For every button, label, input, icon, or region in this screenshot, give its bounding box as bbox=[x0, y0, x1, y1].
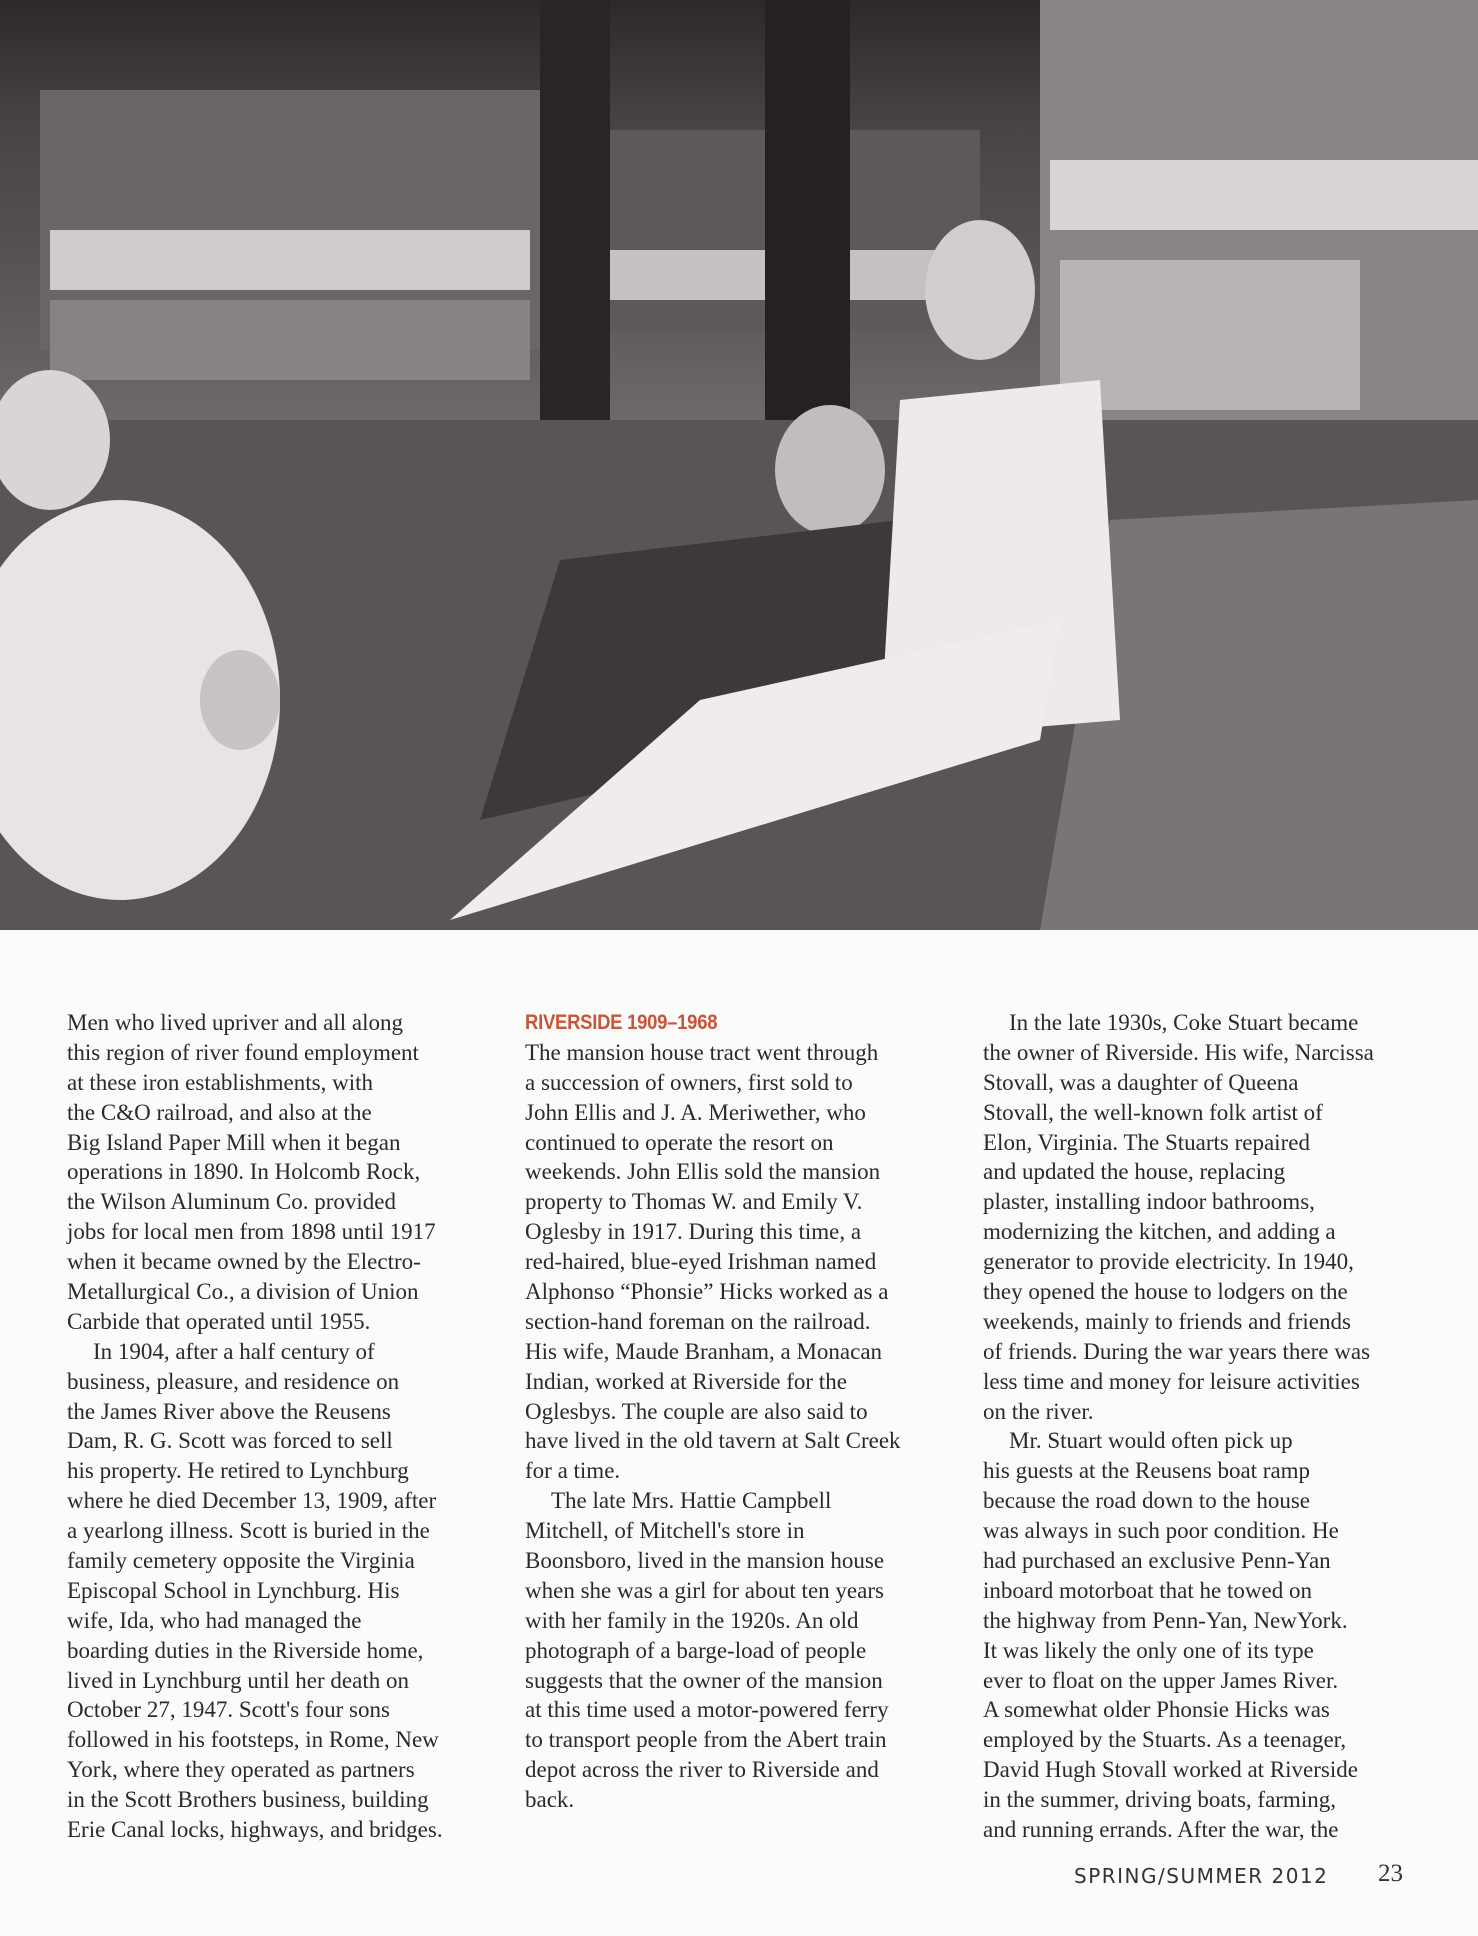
article-column-3 bbox=[983, 1008, 1433, 1845]
text-line: Metallurgical Co., a division of Union bbox=[67, 1279, 419, 1305]
text-line: lived in Lynchburg until her death on bbox=[67, 1667, 409, 1693]
text-line: with her family in the 1920s. An old bbox=[525, 1607, 859, 1633]
text-line: Indian, worked at Riverside for the bbox=[525, 1368, 847, 1394]
text-line: Carbide that operated until 1955. bbox=[67, 1308, 371, 1334]
paragraph bbox=[525, 1486, 975, 1815]
issue-footer: SPRING/SUMMER 2012 bbox=[1074, 1864, 1329, 1888]
text-line: because the road down to the house bbox=[983, 1488, 1311, 1514]
text-line: they opened the house to lodgers on the bbox=[983, 1279, 1348, 1305]
text-line: when she was a girl for about ten years bbox=[525, 1577, 884, 1603]
text-line: York, where they operated as partners bbox=[67, 1757, 415, 1783]
text-line: of friends. During the war years there was bbox=[983, 1338, 1371, 1364]
text-line: generator to provide electricity. In 1940, bbox=[983, 1249, 1354, 1275]
text-line: Mitchell, of Mitchell's store in bbox=[525, 1518, 805, 1544]
text-line: continued to operate the resort on bbox=[525, 1129, 834, 1155]
text-line: Episcopal School in Lynchburg. His bbox=[67, 1577, 400, 1603]
text-line: A somewhat older Phonsie Hicks was bbox=[983, 1697, 1330, 1723]
text-line: modernizing the kitchen, and adding a bbox=[983, 1219, 1336, 1245]
text-line: where he died December 13, 1909, after bbox=[67, 1488, 437, 1514]
paragraph bbox=[67, 1008, 517, 1337]
text-line: followed in his footsteps, in Rome, New bbox=[67, 1727, 439, 1753]
section-heading: RIVERSIDE 1909–1968 bbox=[525, 1011, 718, 1034]
text-line: the James River above the Reusens bbox=[67, 1398, 391, 1424]
text-line: his property. He retired to Lynchburg bbox=[67, 1458, 409, 1484]
text-line: In the late 1930s, Coke Stuart became bbox=[1009, 1010, 1359, 1035]
text-line: had purchased an exclusive Penn-Yan bbox=[983, 1548, 1331, 1574]
text-line: photograph of a barge-load of people bbox=[525, 1637, 867, 1663]
text-line: Oglesby in 1917. During this time, a bbox=[525, 1219, 862, 1245]
text-line: to transport people from the Abert train bbox=[525, 1727, 887, 1753]
text-line: his guests at the Reusens boat ramp bbox=[983, 1458, 1311, 1484]
text-line: when it became owned by the Electro- bbox=[67, 1249, 421, 1275]
text-line: a succession of owners, first sold to bbox=[525, 1069, 853, 1095]
archival-photo bbox=[0, 0, 1478, 930]
text-line: for a time. bbox=[525, 1458, 621, 1484]
text-line: The late Mrs. Hattie Campbell bbox=[551, 1488, 832, 1514]
page-number: 23 bbox=[1378, 1860, 1403, 1887]
text-line: John Ellis and J. A. Meriwether, who bbox=[525, 1099, 866, 1125]
text-line: operations in 1890. In Holcomb Rock, bbox=[67, 1159, 421, 1185]
text-line: have lived in the old tavern at Salt Creek bbox=[525, 1428, 901, 1454]
text-line: weekends, mainly to friends and friends bbox=[983, 1308, 1351, 1334]
text-line: Stovall, was a daughter of Queena bbox=[983, 1069, 1299, 1095]
text-line: employed by the Stuarts. As a teenager, bbox=[983, 1727, 1347, 1753]
text-line: and running errands. After the war, the bbox=[983, 1817, 1339, 1843]
text-line: business, pleasure, and residence on bbox=[67, 1368, 400, 1394]
paragraph bbox=[67, 1337, 517, 1845]
text-line: plaster, installing indoor bathrooms, bbox=[983, 1189, 1315, 1215]
text-line: Big Island Paper Mill when it began bbox=[67, 1129, 401, 1155]
text-line: October 27, 1947. Scott's four sons bbox=[67, 1697, 390, 1723]
text-line: back. bbox=[525, 1787, 575, 1813]
text-line: in the summer, driving boats, farming, bbox=[983, 1787, 1336, 1813]
text-line: David Hugh Stovall worked at Riverside bbox=[983, 1757, 1358, 1783]
text-line: weekends. John Ellis sold the mansion bbox=[525, 1159, 881, 1185]
text-line: Stovall, the well-known folk artist of bbox=[983, 1099, 1323, 1125]
text-line: Mr. Stuart would often pick up bbox=[1009, 1428, 1293, 1454]
text-line: this region of river found employment bbox=[67, 1039, 419, 1065]
text-line: jobs for local men from 1898 until 1917 bbox=[67, 1219, 436, 1245]
text-line: section-hand foreman on the railroad. bbox=[525, 1308, 871, 1334]
text-line: was always in such poor condition. He bbox=[983, 1518, 1339, 1544]
article-column-1 bbox=[67, 1008, 517, 1845]
text-line: Dam, R. G. Scott was forced to sell bbox=[67, 1428, 393, 1454]
text-line: property to Thomas W. and Emily V. bbox=[525, 1189, 863, 1215]
text-line: Men who lived upriver and all along bbox=[67, 1010, 403, 1035]
text-line: the Wilson Aluminum Co. provided bbox=[67, 1189, 396, 1215]
text-line: The mansion house tract went through bbox=[525, 1039, 879, 1065]
text-line: suggests that the owner of the mansion bbox=[525, 1667, 883, 1693]
text-line: the C&O railroad, and also at the bbox=[67, 1099, 372, 1125]
text-line: the owner of Riverside. His wife, Narcissa bbox=[983, 1039, 1374, 1065]
text-line: at these iron establishments, with bbox=[67, 1069, 373, 1095]
text-line: inboard motorboat that he towed on bbox=[983, 1577, 1312, 1603]
photo-illustration bbox=[0, 0, 1478, 930]
text-line: less time and money for leisure activities bbox=[983, 1368, 1360, 1394]
paragraph bbox=[983, 1008, 1433, 1426]
text-line: Erie Canal locks, highways, and bridges. bbox=[67, 1817, 443, 1843]
text-line: Elon, Virginia. The Stuarts repaired bbox=[983, 1129, 1310, 1155]
text-line: wife, Ida, who had managed the bbox=[67, 1607, 362, 1633]
text-line: and updated the house, replacing bbox=[983, 1159, 1286, 1185]
text-line: Alphonso “Phonsie” Hicks worked as a bbox=[525, 1279, 889, 1305]
text-line: a yearlong illness. Scott is buried in the bbox=[67, 1518, 430, 1544]
text-line: the highway from Penn-Yan, NewYork. bbox=[983, 1607, 1348, 1633]
text-line: depot across the river to Riverside and bbox=[525, 1757, 879, 1783]
text-line: ever to float on the upper James River. bbox=[983, 1667, 1339, 1693]
text-line: in the Scott Brothers business, building bbox=[67, 1787, 429, 1813]
paragraph bbox=[525, 1038, 975, 1486]
paragraph bbox=[983, 1426, 1433, 1844]
text-line: It was likely the only one of its type bbox=[983, 1637, 1314, 1663]
text-line: on the river. bbox=[983, 1398, 1094, 1424]
text-line: Oglesbys. The couple are also said to bbox=[525, 1398, 868, 1424]
text-line: Boonsboro, lived in the mansion house bbox=[525, 1548, 885, 1574]
text-line: family cemetery opposite the Virginia bbox=[67, 1548, 415, 1574]
text-line: at this time used a motor-powered ferry bbox=[525, 1697, 889, 1723]
text-line: boarding duties in the Riverside home, bbox=[67, 1637, 424, 1663]
text-line: His wife, Maude Branham, a Monacan bbox=[525, 1338, 883, 1364]
text-line: In 1904, after a half century of bbox=[93, 1338, 375, 1364]
article-column-2 bbox=[525, 1008, 975, 1815]
text-line: red-haired, blue-eyed Irishman named bbox=[525, 1249, 877, 1275]
